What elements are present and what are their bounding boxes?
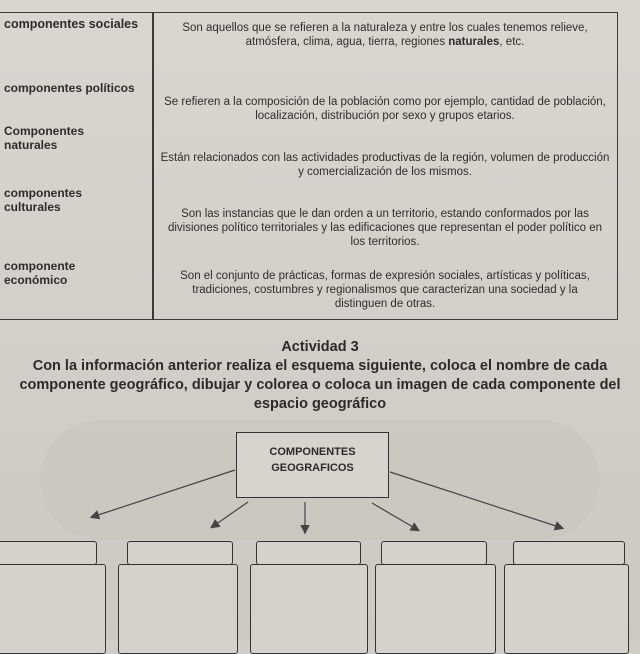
term-cell: Componentes naturales [4, 124, 85, 152]
definition-cell: Se refieren a la composición de la población como por ejemplo, cantidad de población, localización, distribución por sexo y grupos etarios. [164, 96, 606, 122]
component-name-box-4[interactable] [381, 541, 487, 565]
term-cell: componentes sociales [4, 17, 139, 31]
component-image-box-1[interactable] [0, 564, 106, 654]
arrow-2 [212, 502, 248, 527]
definition-cell: Están relacionados con las actividades productivas de la región, volumen de producción y comercialización de los mismos. [160, 152, 610, 178]
term-cell: componentes políticos [4, 81, 135, 95]
arrow-1 [92, 470, 235, 517]
root-label-line1: COMPONENTES [269, 446, 356, 458]
component-image-box-2[interactable] [118, 564, 238, 654]
definition-cell: Son el conjunto de prácticas, formas de expresión sociales, artísticas y políticas, tradiciones, costumbres y regionalismos que caracterizan una sociedad y la distinguen de otras. [180, 270, 590, 310]
term-cell: componente económico [4, 259, 76, 287]
component-name-box-2[interactable] [127, 541, 233, 565]
component-image-box-3[interactable] [250, 564, 368, 654]
root-label-line2: GEOGRAFICOS [271, 462, 354, 474]
definition-cell: Son aquellos que se refieren a la naturaleza y entre los cuales tenemos relieve, atmósfera, clima, agua, tierra, regiones naturales, etc. [182, 22, 588, 48]
term-cell: componentes culturales [4, 186, 83, 214]
component-image-box-5[interactable] [504, 564, 629, 654]
arrow-4 [372, 503, 418, 530]
component-name-box-3[interactable] [256, 541, 361, 565]
activity-title: Actividad 3 [281, 339, 359, 355]
definition-cell: Son las instancias que le dan orden a un territorio, estando conformados por las divisiones político territoriales y las edificaciones que representan el poder político en los territorios. [167, 208, 603, 248]
component-name-box-5[interactable] [513, 541, 625, 565]
component-image-box-4[interactable] [375, 564, 496, 654]
component-name-box-1[interactable] [0, 541, 97, 565]
activity-instructions: Con la información anterior realiza el esquema siguiente, coloca el nombre de cada componente geográfico, dibujar y colorea o coloca un imagen de cada componente del espacio geográfico [19, 358, 621, 412]
arrow-5 [390, 472, 562, 528]
